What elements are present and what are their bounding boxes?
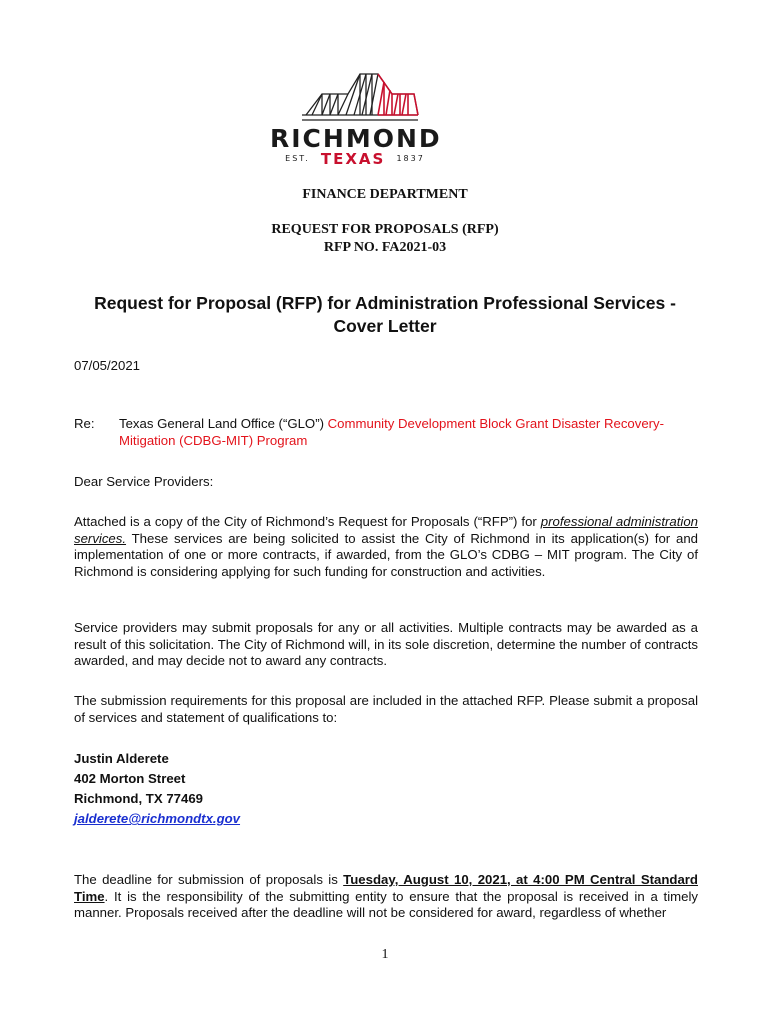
title-line-1: Request for Proposal (RFP) for Administration Professional Services -: [94, 293, 676, 313]
department-heading: FINANCE DEPARTMENT: [302, 187, 468, 202]
re-text: Texas General Land Office (“GLO”): [119, 416, 328, 431]
para1-emphasis: professional administration services.: [74, 514, 698, 546]
bridge-icon: [300, 68, 420, 126]
para4-rest: . It is the responsibility of the submitting entity to ensure that the proposal is received in a timely manner. Proposals received after the deadline will not be considered for award, regardless of whether: [74, 888, 698, 920]
para1-lead: Attached is a copy of the City of Richmond’s Request for Proposals (“RFP”) for: [74, 514, 541, 529]
logo-state: TEXAS: [320, 149, 386, 168]
logo-est: EST.: [285, 154, 310, 163]
logo-subline: [270, 148, 440, 168]
document-title: [60, 292, 710, 338]
letter-date: 07/05/2021: [74, 358, 141, 373]
paragraph-service-providers: Service providers may submit proposals for any or all activities. Multiple contracts may be awarded as a result of this solicitation. The City of Richmond will, in its sole discretion, determine the number of contracts awarded, and may decide not to award any contracts.: [74, 620, 698, 668]
re-label: Re:: [74, 416, 95, 431]
page-number: 1: [381, 947, 389, 962]
deadline-date: Tuesday, August 10, 2021, at 4:00 PM Central Standard Time: [74, 872, 698, 904]
contact-street: 402 Morton Street: [74, 771, 186, 786]
salutation: Dear Service Providers:: [74, 474, 214, 489]
logo-wordmark: RICHMOND: [270, 124, 442, 153]
para1-rest: These services are being solicited to assist the City of Richmond in its application(s) for and implementation of one or more contracts, if awarded, from the GLO’s CDBG – MIT program. The City of Richmond is considering applying for such funding for construction and activities.: [74, 530, 698, 579]
re-subject: [119, 416, 699, 449]
title-line-2: Cover Letter: [333, 316, 437, 336]
re-program-1: Community Development Block Grant Disaster Recovery-: [327, 416, 665, 431]
contact-email-link[interactable]: jalderete@richmondtx.gov: [74, 811, 241, 826]
paragraph-attached: [74, 514, 698, 580]
paragraph-deadline: [74, 872, 698, 922]
re-program-2: Mitigation (CDBG-MIT) Program: [119, 432, 308, 448]
para4-lead: The deadline for submission of proposals is: [74, 872, 344, 887]
contact-name: Justin Alderete: [74, 751, 169, 766]
logo-year: 1837: [396, 154, 425, 163]
rfp-number: RFP NO. FA2021-03: [323, 240, 447, 255]
rfp-heading: REQUEST FOR PROPOSALS (RFP): [271, 222, 499, 237]
contact-city: Richmond, TX 77469: [74, 791, 203, 806]
paragraph-submission: The submission requirements for this proposal are included in the attached RFP. Please submit a proposal of services and statement of qualifications to:: [74, 693, 698, 725]
